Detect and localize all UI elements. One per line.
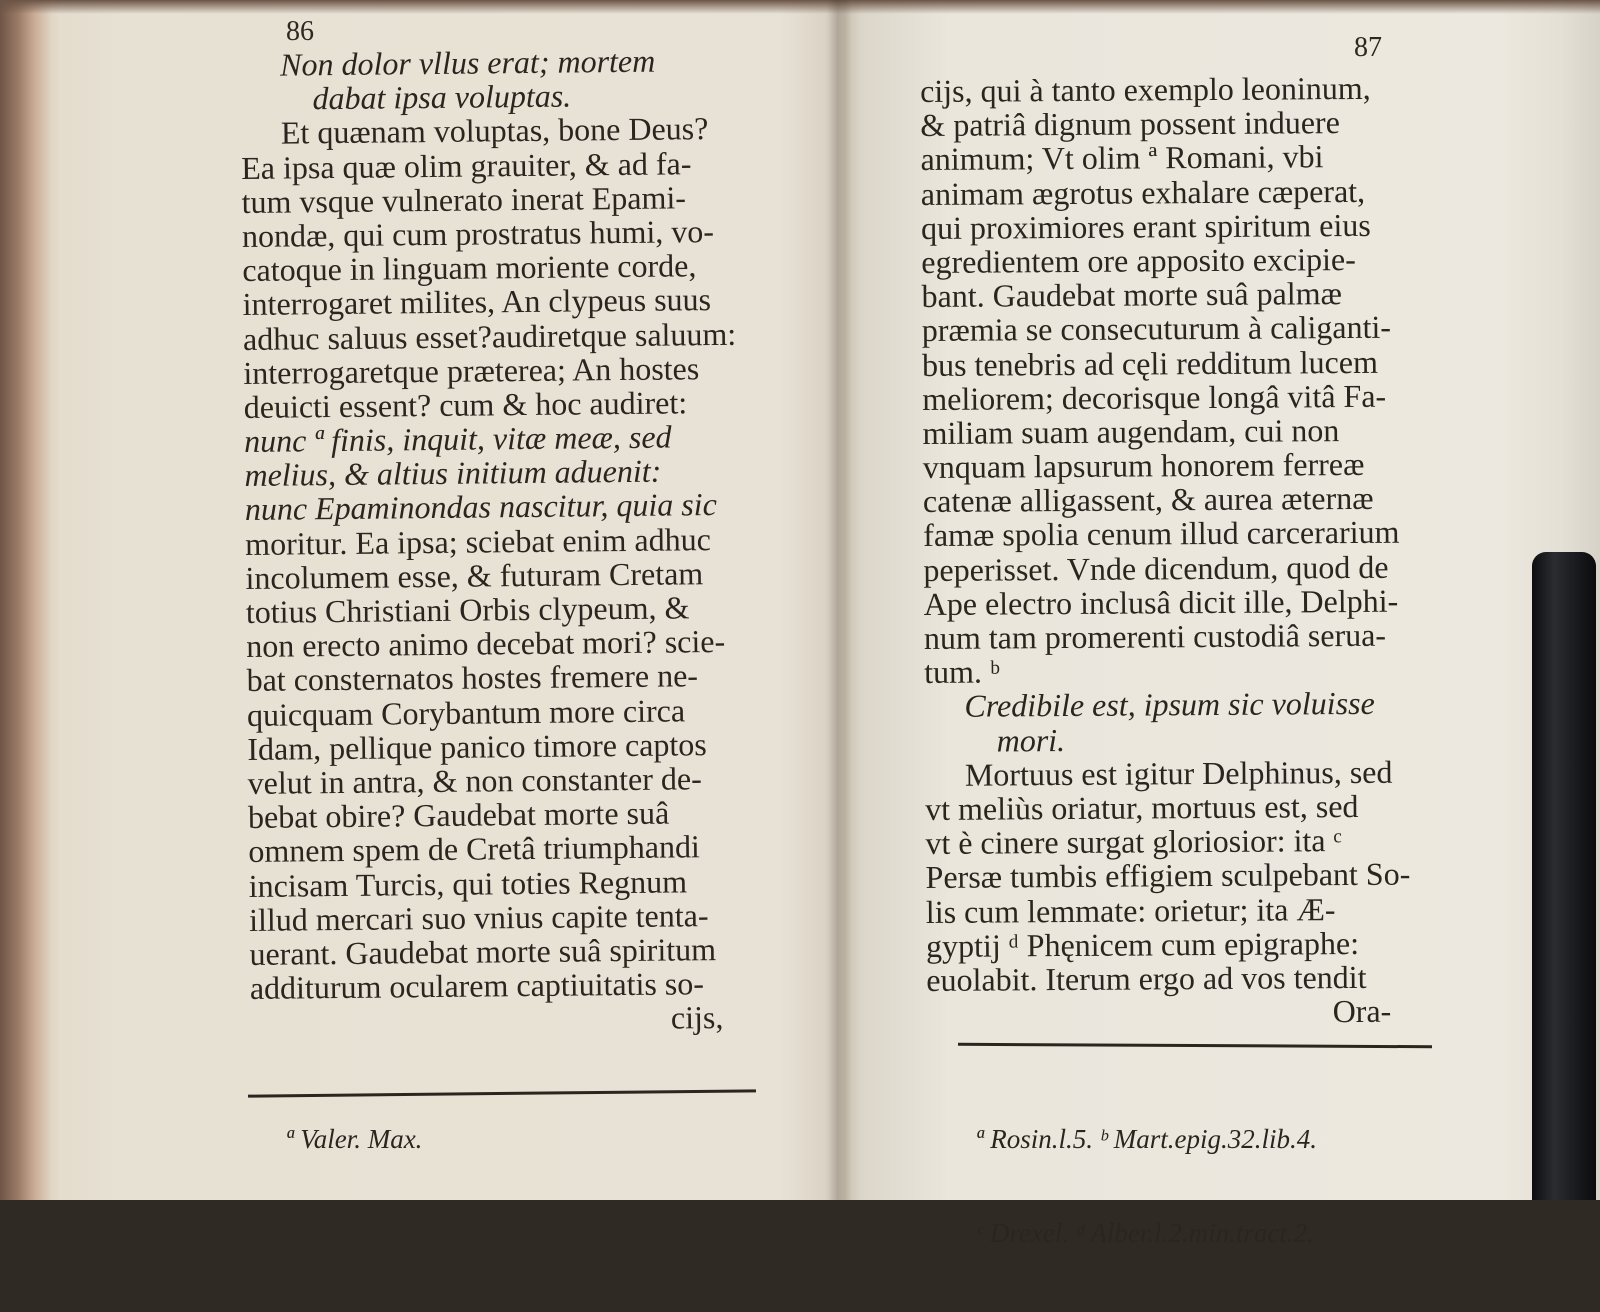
text-line: Ea ipsa quæ olim grauiter, & ad fa- [241, 144, 692, 186]
text-line: illud mercari suo vnius capite tenta- [248, 896, 709, 938]
black-book-clip [1532, 552, 1596, 1200]
text-line: interrogaretque præterea; An hostes [243, 349, 700, 391]
text-line: mori. [996, 721, 1066, 759]
right-page-text [920, 71, 1411, 1032]
text-line: Et quænam voluptas, bone Deus? [280, 110, 709, 151]
text-line: melius, & altius initium aduenit: [244, 452, 662, 494]
right-footnote-rule [958, 1043, 1432, 1048]
text-line: Ape electro inclusâ dicit ille, Delphi- [923, 582, 1399, 622]
text-line: dabat ipsa voluptas. [312, 77, 572, 117]
text-line: gyptij ᵈ Phęnicem cum epigraphe: [925, 924, 1360, 964]
text-line: bat consternatos hostes fremere ne- [246, 657, 699, 699]
text-line: tum vsque vulnerato inerat Epami- [241, 179, 687, 220]
right-page-number: 87 [1354, 32, 1382, 63]
text-line: velut in antra, & non constanter de- [247, 760, 702, 801]
text-line: uerant. Gaudebat morte suâ spiritum [249, 930, 717, 972]
text-line: quicquam Corybantum more circa [246, 691, 686, 733]
text-line: vnquam lapsurum honorem ferreæ [922, 445, 1365, 486]
text-line: Mortuus est igitur Delphinus, sed [964, 753, 1393, 793]
text-line: non erecto animo decebat mori? scie- [246, 623, 726, 665]
left-page-number: 86 [286, 16, 314, 47]
text-line: animum; Vt olim ª Romani, vbi [920, 138, 1324, 178]
text-line: qui proximiores erant spiritum eius [920, 206, 1371, 246]
text-line: moritur. Ea ipsa; sciebat enim adhuc [245, 520, 711, 562]
text-line: Non dolor vllus erat; mortem [279, 42, 656, 83]
text-line: adhuc saluus esset?audiretque saluum: [242, 315, 737, 357]
text-line: deuicti essent? cum & hoc audiret: [243, 384, 688, 425]
text-line: Persæ tumbis effigiem sculpebant So- [925, 855, 1411, 896]
text-line: vt meliùs oriatur, mortuus est, sed [925, 787, 1359, 827]
right-footnote-line: ª Rosin.l.5. ᵇ Mart.epig.32.lib.4. [976, 1124, 1317, 1154]
text-line: cijs, qui à tanto exemplo leoninum, [919, 69, 1371, 109]
text-line: bus tenebris ad cęli redditum lucem [921, 343, 1379, 383]
text-line: catenæ alligassent, & aurea æternæ [922, 480, 1374, 520]
text-line: peperisset. Vnde dicendum, quod de [923, 548, 1389, 588]
text-line: catoque in linguam moriente corde, [242, 247, 697, 289]
text-line: Credibile est, ipsum sic voluisse [964, 685, 1375, 725]
text-line: miliam suam augendam, cui non [922, 411, 1340, 451]
book-gutter [826, 0, 852, 1200]
text-line: euolabit. Iterum ergo ad vos tendit [926, 958, 1367, 998]
text-line: incisam Turcis, qui toties Regnum [248, 862, 688, 904]
text-line: bebat obire? Gaudebat morte suâ [247, 794, 670, 836]
text-line: lis cum lemmate: orietur; ita Æ- [925, 890, 1336, 930]
text-line: totius Christiani Orbis clypeum, & [245, 589, 690, 630]
text-line: num tam promerenti custodiâ serua- [923, 616, 1387, 656]
text-line: incolumem esse, & futuram Cretam [245, 554, 704, 596]
text-line: bant. Gaudebat morte suâ palmæ [921, 275, 1342, 315]
text-line: Ora- [1332, 992, 1392, 1030]
text-line: meliorem; decorisque longâ vitâ Fa- [922, 377, 1387, 417]
text-line: Idam, pellique panico timore captos [247, 725, 707, 767]
left-page-text [240, 43, 744, 1040]
left-page [230, 0, 790, 1200]
text-line: cijs, [670, 999, 724, 1036]
text-line: nunc Epaminondas nascitur, quia sic [244, 486, 717, 528]
text-line: interrogaret milites, An clypeus suus [242, 281, 712, 323]
text-line: tum. ᵇ [924, 653, 1000, 691]
text-line: famæ spolia cenum illud carcerarium [923, 514, 1400, 554]
text-line: animam ægrotus exhalare cæperat, [920, 172, 1366, 212]
left-footnote-rule [248, 1089, 756, 1097]
text-line: additurum ocularem captiuitatis so- [249, 965, 705, 1007]
text-line: egredientem ore apposito excipie- [921, 240, 1356, 280]
right-page [912, 0, 1452, 1249]
text-line: nondæ, qui cum prostratus humi, vo- [241, 212, 715, 254]
right-footnotes [976, 1064, 1317, 1312]
left-footnote: ª Valer. Max. [286, 1124, 423, 1154]
text-line: omnem spem de Cretâ triumphandi [248, 828, 701, 870]
text-line: præmia se consecuturum à caliganti- [921, 309, 1392, 349]
text-line: & patriâ dignum possent induere [920, 104, 1340, 144]
text-line: nunc ª finis, inquit, vitæ meæ, sed [243, 418, 672, 460]
text-line: vt è cinere surgat gloriosior: ita ᶜ [925, 822, 1342, 862]
right-footnote-line: ᶜ Drexel. ᵈ Alber.l.2.min.tract.2. [976, 1218, 1314, 1249]
